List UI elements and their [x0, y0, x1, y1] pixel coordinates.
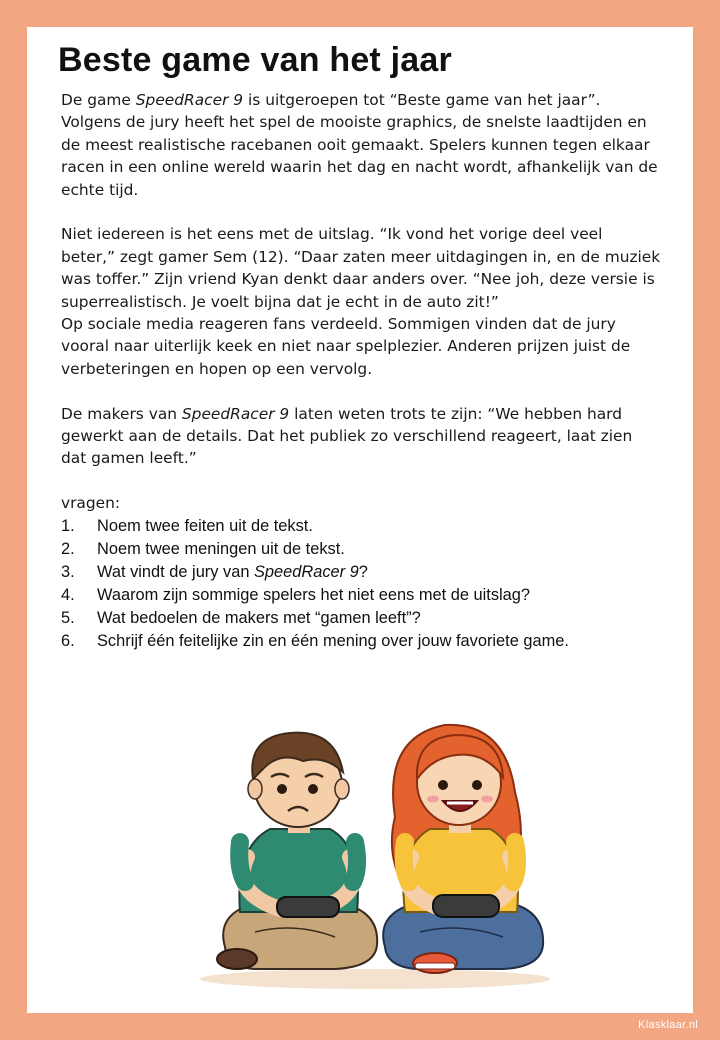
question-item: 3. Wat vindt de jury van SpeedRacer 9?: [61, 563, 368, 581]
girl-figure: [383, 725, 543, 973]
game-name: SpeedRacer 9: [135, 91, 244, 109]
questions-label: vragen:: [61, 494, 121, 512]
brand-watermark: Klasklaar.nl: [638, 1019, 698, 1031]
boy-figure: [217, 733, 377, 969]
game-name: SpeedRacer 9: [181, 404, 290, 423]
paragraph-4: De makers van SpeedRacer 9 laten weten trots te zijn: “We hebben hard gewerkt aan de details. Dat het publiek zo verschillend reageert, laat zien dat gamen leeft.”: [61, 404, 633, 468]
boy-controller: [277, 897, 339, 917]
girl-controller: [433, 895, 499, 917]
question-item: 4. Waarom zijn sommige spelers het niet eens met de uitslag?: [61, 586, 531, 604]
question-item: 1. Noem twee feiten uit de tekst.: [61, 517, 313, 535]
paragraph-2: Niet iedereen is het eens met de uitslag. “Ik vond het vorige deel veel beter,” zegt gamer Sem (12). “Daar zaten meer uitdagingen in, en de muziek was toffer.” Zijn vriend Kyan denkt daar anders over. “Nee joh, deze versie is superrealistisch. Je voelt bijna dat je echt in de auto zit!”: [61, 225, 661, 311]
article-text: [61, 89, 661, 470]
question-item: 2. Noem twee meningen uit de tekst.: [61, 540, 345, 558]
page-title: Beste game van het jaar: [58, 41, 452, 79]
kids-gaming-illustration: [185, 697, 565, 997]
game-name: SpeedRacer 9: [254, 563, 359, 581]
question-item: 6. Schrijf één feitelijke zin en één mening over jouw favoriete game.: [61, 632, 569, 650]
worksheet-page: [27, 27, 693, 1013]
paragraph-3: Op sociale media reageren fans verdeeld. Sommigen vinden dat de jury vooral naar uiterlijk keek en niet naar spelplezier. Anderen prijzen juist de verbeteringen en hopen op een vervolg.: [61, 315, 631, 378]
paragraph-1: De game SpeedRacer 9 is uitgeroepen tot “Beste game van het jaar”. Volgens de jury heeft het spel de mooiste graphics, de snelste laadtijden en de meest realistische racebanen ooit gemaakt. Spelers kunnen tegen elkaar racen in een online wereld waarin het dag en nacht wordt, afhankelijk van de echte tijd.: [61, 91, 658, 199]
floor-shadow: [200, 969, 550, 989]
question-item: 5. Wat bedoelen de makers met “gamen leeft”?: [61, 609, 421, 627]
questions-list: [61, 515, 681, 653]
